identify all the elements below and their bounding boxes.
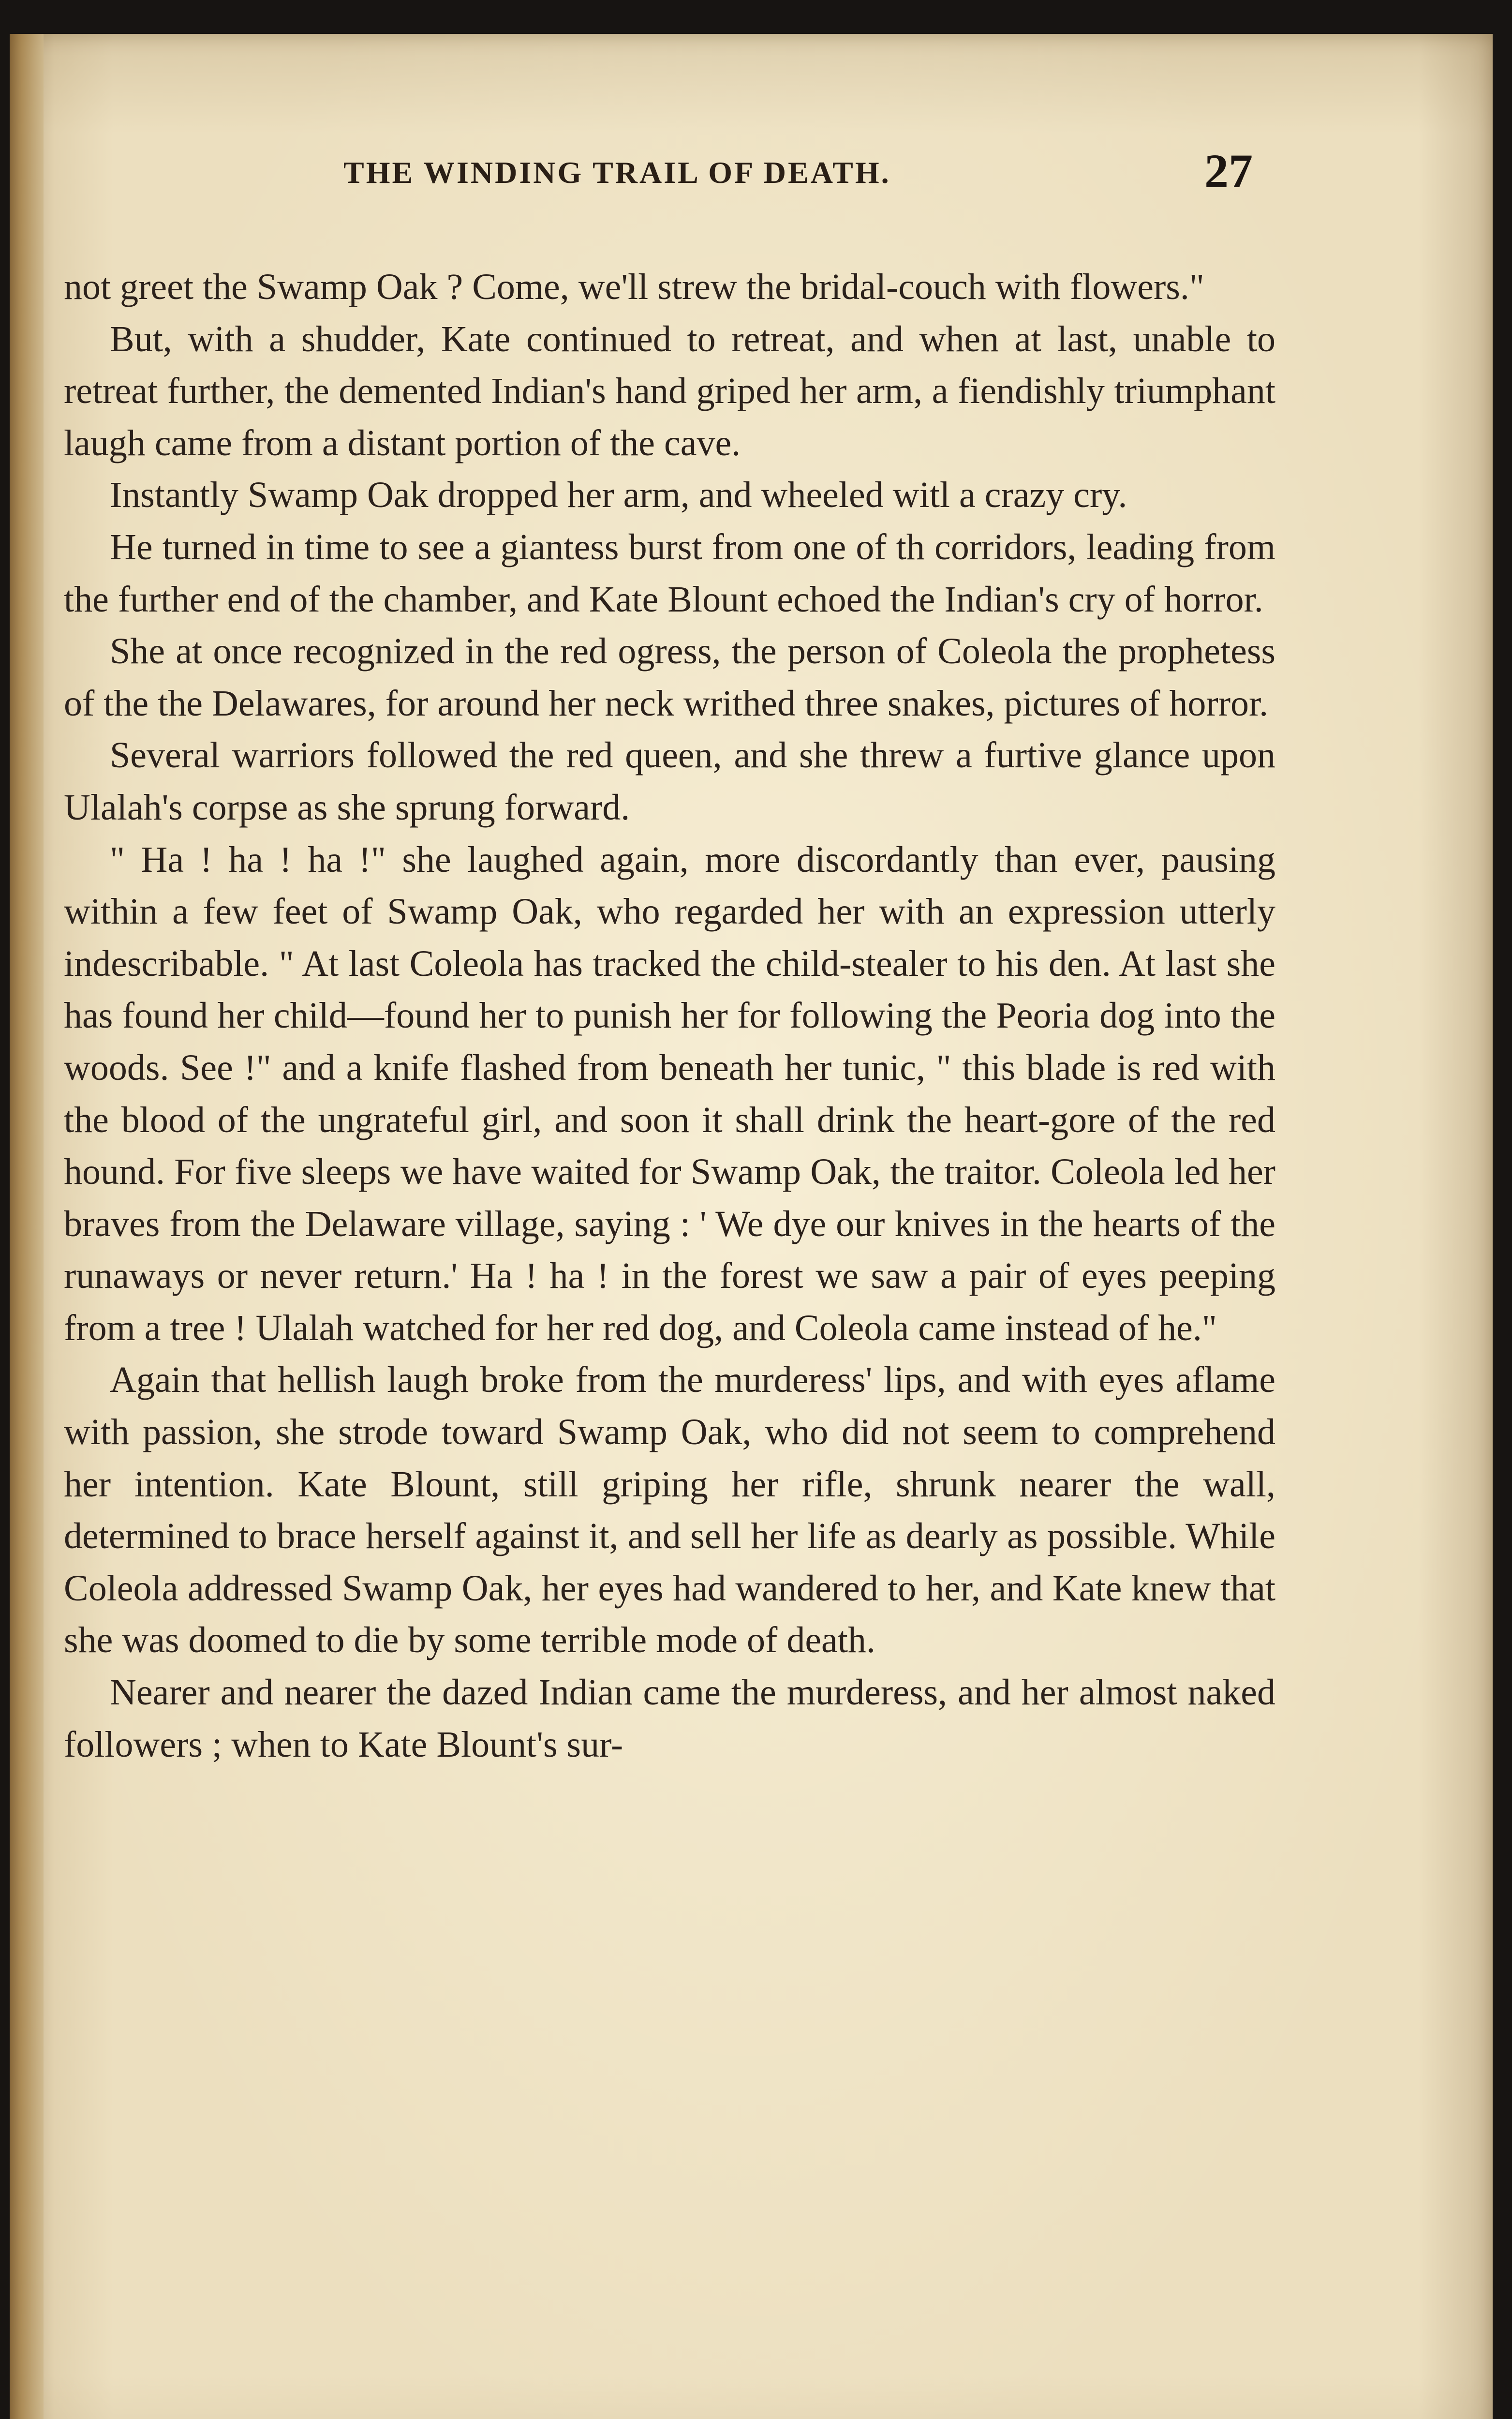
paragraph: She at once recognized in the red ogress, the person of Coleola the prophetess of the the Delawares, for around her neck writhed three snakes, pictures of horror.: [64, 631, 1275, 724]
paragraph: not greet the Swamp Oak ? Come, we'll strew the bridal-couch with flowers.": [64, 267, 1204, 307]
paragraph: He turned in time to see a giantess burst from one of th corridors, leading from the further end of the chamber, and Kate Blount echoed the Indian's cry of horror.: [64, 526, 1275, 620]
paragraph: " Ha ! ha ! ha !" she laughed again, more discordantly than ever, pausing within a few feet of Swamp Oak, who regarded her with an expression utterly indescribable. " At last Coleola has tracked the child-stealer to his den. At last she has found her child—found her to punish her for following the Peoria dog into the woods. See !" and a knife flashed from beneath her tunic, " this blade is red with the blood of the ungrateful girl, and soon it shall drink the heart-gore of the red hound. For five sleeps we have waited for Swamp Oak, the traitor. Coleola led her braves from the Delaware village, saying : ' We dye our knives in the hearts of the runaways or never return.' Ha ! ha ! in the forest we saw a pair of eyes peeping from a tree ! Ulalah watched for her red dog, and Coleola came instead of he.": [64, 839, 1275, 1348]
running-head: THE WINDING TRAIL OF DEATH.: [343, 155, 891, 190]
paragraph: Nearer and nearer the dazed Indian came the murderess, and her almost naked followers ; when to Kate Blount's sur-: [64, 1672, 1275, 1765]
page-binding: [10, 34, 44, 2419]
paragraph: Again that hellish laugh broke from the murderess' lips, and with eyes aflame with passion, she strode toward Swamp Oak, who did not seem to comprehend her intention. Kate Blount, still griping her rifle, shrunk nearer the wall, determined to brace herself against it, and sell her life as dearly as possible. While Coleola addressed Swamp Oak, her eyes had wandered to her, and Kate knew that she was doomed to die by some terrible mode of death.: [64, 1359, 1275, 1661]
book-page: [10, 34, 1493, 2419]
paragraph: Instantly Swamp Oak dropped her arm, and wheeled witl a crazy cry.: [110, 475, 1127, 516]
paragraph: But, with a shudder, Kate continued to retreat, and when at last, unable to retreat further, the demented Indian's hand griped her arm, a fiendishly triumphant laugh came from a distant portion of the cave.: [64, 318, 1275, 463]
paragraph: Several warriors followed the red queen, and she threw a furtive glance upon Ulalah's corpse as she sprung forward.: [64, 735, 1275, 828]
page-number: 27: [1204, 144, 1253, 198]
page-header: [58, 140, 1316, 213]
body-text: [64, 261, 1275, 1771]
